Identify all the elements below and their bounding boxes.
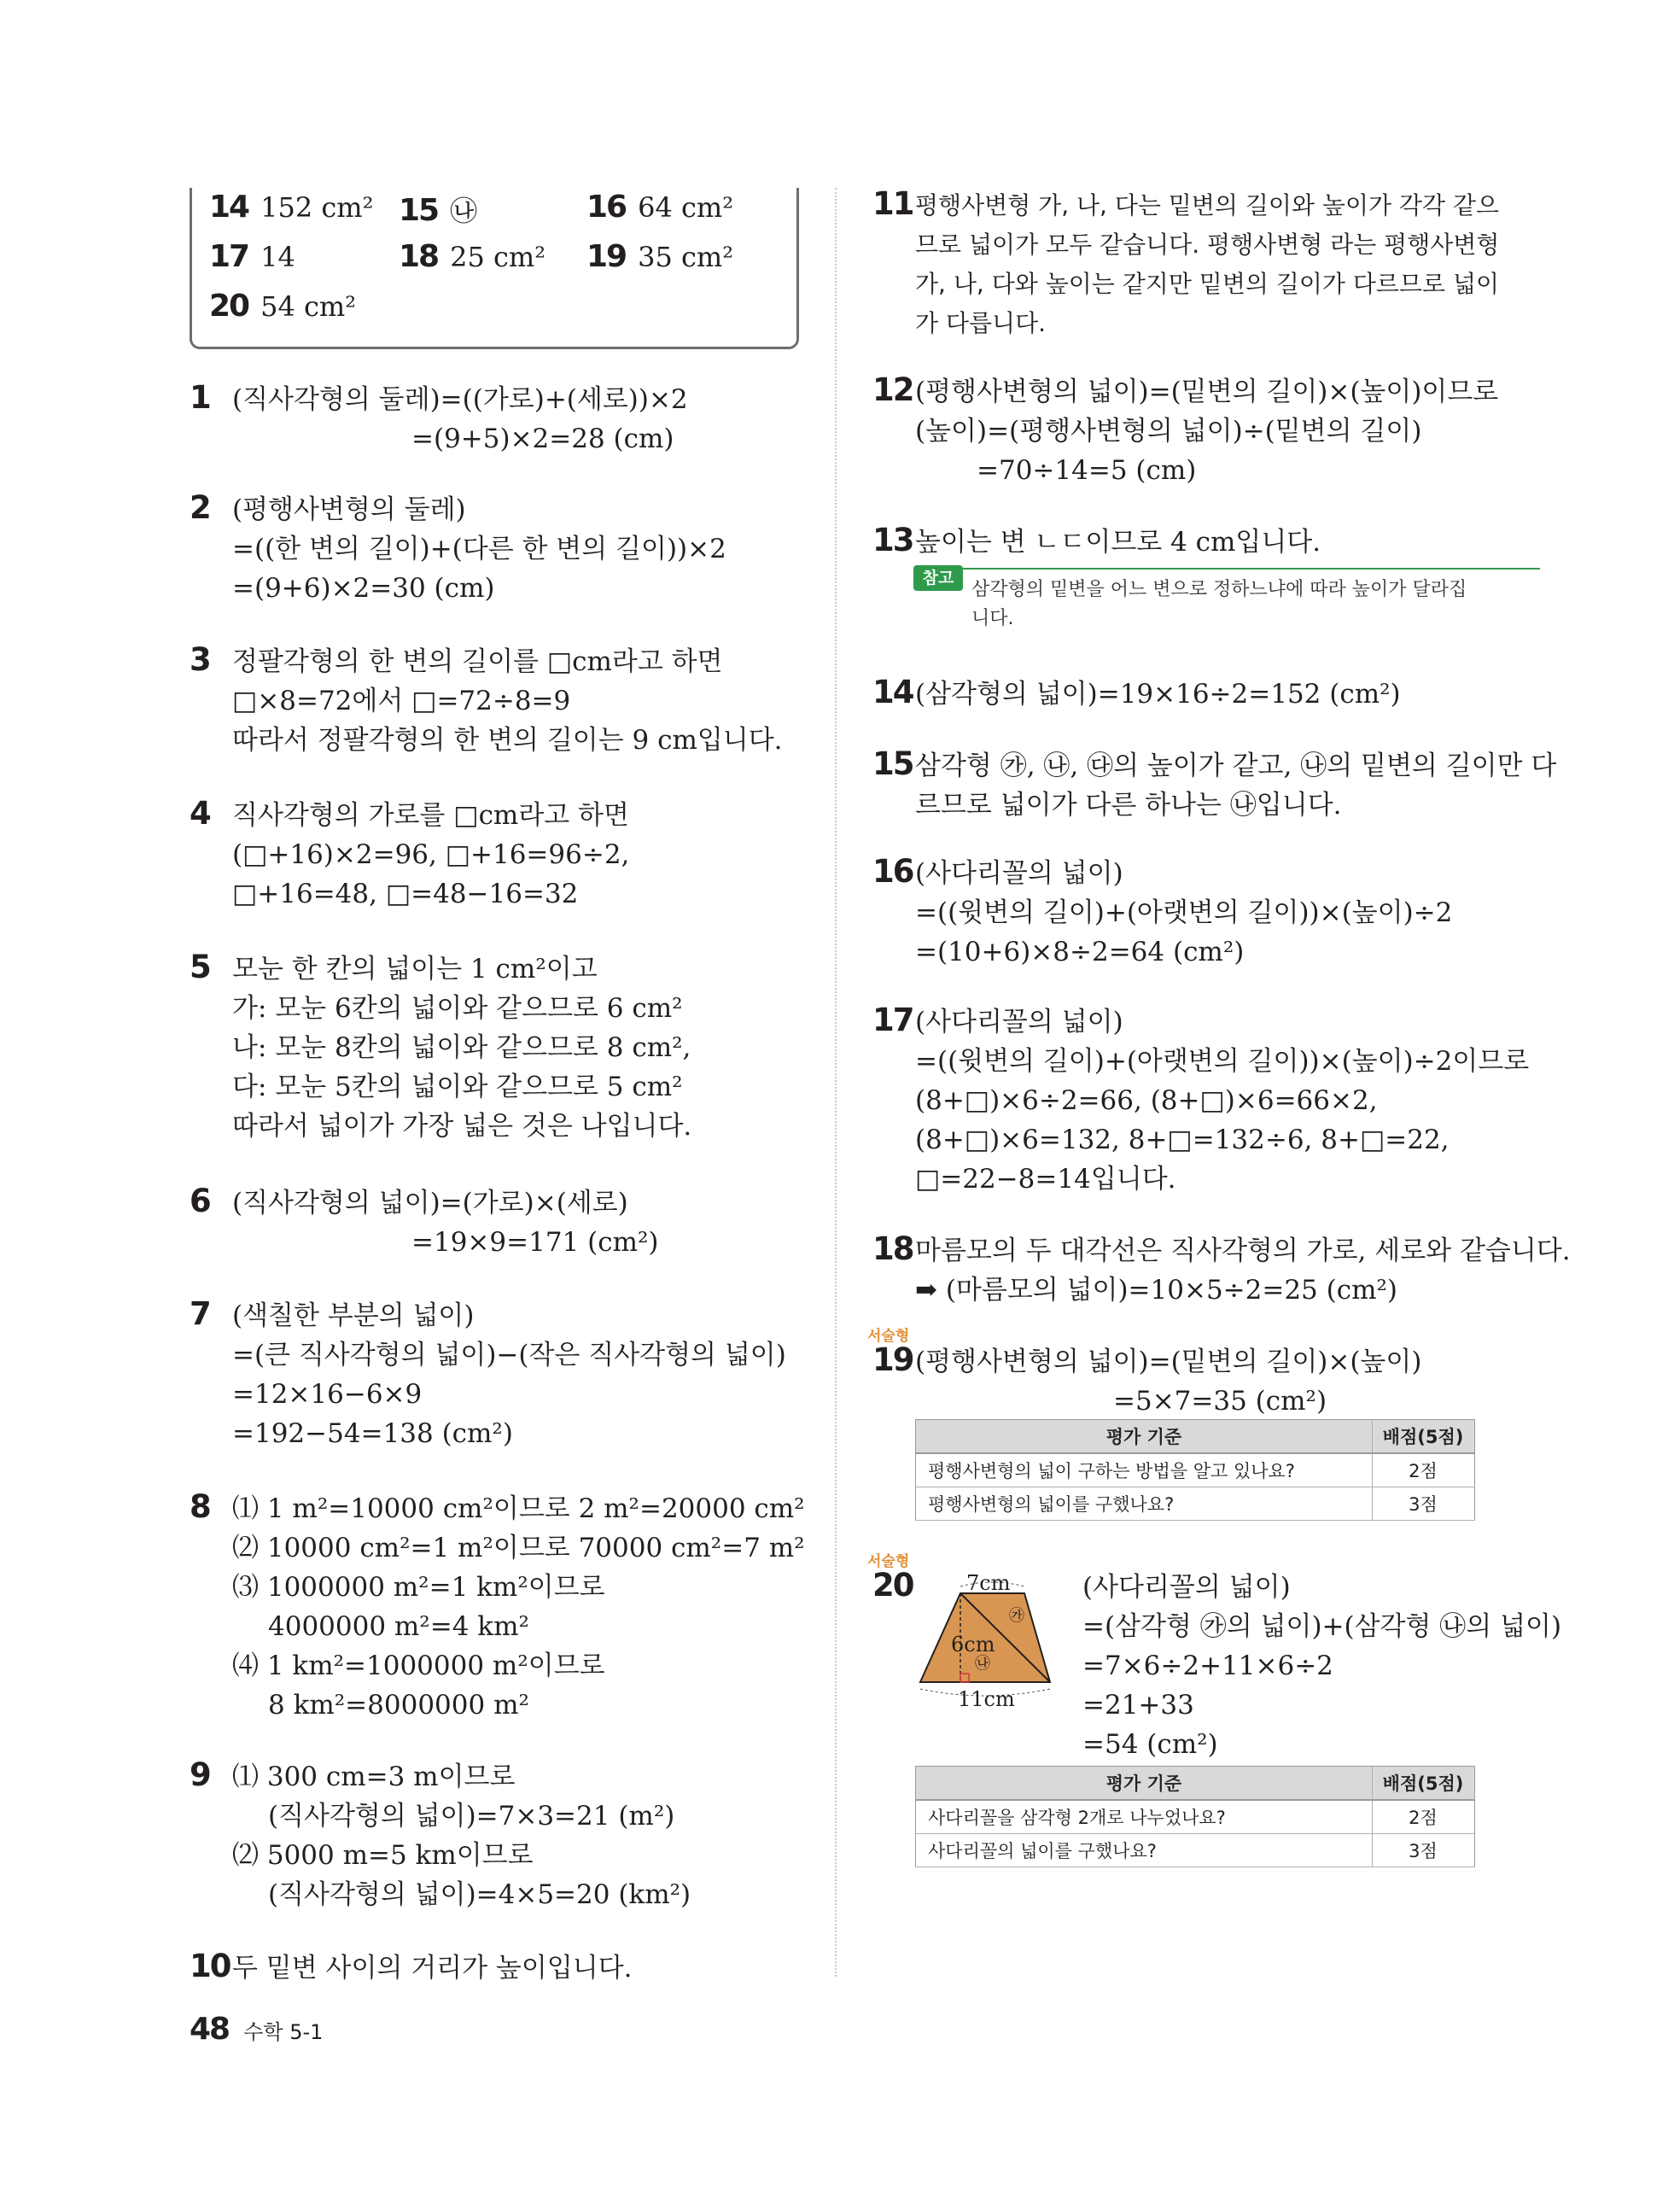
solution-line: 직사각형의 가로를 □cm라고 하면 (232, 800, 629, 831)
solution-line: ⑴ 1 m²=10000 cm²이므로 2 m²=20000 cm² (232, 1493, 805, 1524)
note-label: 참고 (913, 565, 963, 591)
trapezoid-figure (913, 1571, 1059, 1708)
answer-item (399, 239, 545, 274)
problem-number: 5 (190, 949, 210, 985)
answer-number: 17 (209, 239, 249, 274)
top-length-label: 7cm (966, 1571, 1011, 1595)
table-header: 평가 기준 (916, 1420, 1373, 1454)
answer-item (209, 190, 373, 225)
answer-value: 64 cm² (638, 191, 734, 224)
table-row (916, 1487, 1475, 1521)
solution-line: 르므로 넓이가 다른 하나는 ㉯입니다. (915, 790, 1342, 821)
table-cell: 2점 (1373, 1800, 1475, 1834)
page-number: 48 (190, 2012, 230, 2047)
answer-value: 152 cm² (260, 191, 374, 224)
problem-number: 14 (872, 674, 913, 710)
bottom-length-label: 11cm (958, 1687, 1015, 1708)
table-header: 평가 기준 (916, 1767, 1373, 1801)
solution-line: (직사각형의 넓이)=7×3=21 (m²) (268, 1801, 675, 1832)
solution-line: □×8=72에서 □=72÷8=9 (232, 686, 571, 716)
solution-line: 므로 넓이가 모두 같습니다. 평행사변형 라는 평행사변형 (915, 231, 1500, 259)
solution-line: =70÷14=5 (cm) (977, 455, 1197, 486)
solution-line: 마름모의 두 대각선은 직사각형의 가로, 세로와 같습니다. (915, 1236, 1571, 1266)
answer-number: 16 (586, 190, 627, 225)
problem-number: 7 (190, 1295, 210, 1332)
solution-line: =((한 변의 길이)+(다른 한 변의 길이))×2 (232, 534, 726, 564)
solution-line: (□+16)×2=96, □+16=96÷2, (232, 839, 630, 870)
solution-line: =5×7=35 (cm²) (1113, 1386, 1327, 1417)
solution-line: (평행사변형의 넓이)=(밑변의 길이)×(높이) (915, 1347, 1422, 1377)
solution-line: =(큰 직사각형의 넓이)−(작은 직사각형의 넓이) (232, 1340, 786, 1370)
solution-line: (사다리꼴의 넓이) (915, 858, 1123, 889)
answer-number: 18 (399, 239, 439, 274)
score-table-19 (915, 1419, 1475, 1521)
solution-line: (평행사변형의 넓이)=(밑변의 길이)×(높이)이므로 (915, 377, 1499, 407)
problem-number: 9 (190, 1756, 210, 1793)
answer-value: 35 cm² (638, 241, 734, 273)
problem-number: 17 (872, 1002, 913, 1038)
problem-number: 3 (190, 641, 210, 678)
solution-line: =7×6÷2+11×6÷2 (1082, 1651, 1333, 1681)
answer-number: 15 (399, 193, 439, 228)
answer-box (190, 188, 799, 349)
table-header: 배점(5점) (1373, 1767, 1475, 1801)
solution-line: ⑷ 1 km²=1000000 m²이므로 (232, 1651, 605, 1681)
book-title: 수학 5-1 (243, 2020, 324, 2044)
solution-line: 높이는 변 ㄴㄷ이므로 4 cm입니다. (915, 527, 1321, 558)
solution-line: =(9+6)×2=30 (cm) (232, 573, 495, 604)
page-footer (190, 2012, 323, 2047)
solution-line: 가, 나, 다와 높이는 같지만 밑변의 길이가 다르므로 넓이 (915, 270, 1500, 298)
table-row (916, 1800, 1475, 1834)
solution-line: 따라서 넓이가 가장 넓은 것은 나입니다. (232, 1111, 692, 1142)
table-cell: 사다리꼴의 넓이를 구했나요? (916, 1834, 1373, 1867)
solution-line: =12×16−6×9 (232, 1379, 423, 1410)
problem-number: 10 (190, 1948, 230, 1984)
solution-line: 두 밑변 사이의 거리가 높이입니다. (232, 1953, 633, 1984)
problem-number: 12 (872, 371, 913, 408)
column-divider (835, 188, 837, 1977)
table-cell: 평행사변형의 넓이 구하는 방법을 알고 있나요? (916, 1453, 1373, 1487)
answer-value: 25 cm² (450, 241, 546, 273)
answer-number: 20 (209, 289, 249, 324)
solution-line: (높이)=(평행사변형의 넓이)÷(밑변의 길이) (915, 416, 1422, 447)
answer-item (586, 239, 733, 274)
solution-line: =192−54=138 (cm²) (232, 1418, 513, 1449)
solution-line: 8 km²=8000000 m² (268, 1690, 529, 1721)
table-cell: 사다리꼴을 삼각형 2개로 나누었나요? (916, 1800, 1373, 1834)
problem-number: 2 (190, 489, 210, 526)
solution-line: (사다리꼴의 넓이) (915, 1007, 1123, 1037)
table-cell: 평행사변형의 넓이를 구했나요? (916, 1487, 1373, 1521)
descriptive-tag: 서술형 (867, 1553, 910, 1570)
solution-line: 가 다릅니다. (915, 309, 1047, 337)
table-row (916, 1453, 1475, 1487)
solution-line: =(삼각형 ㉮의 넓이)+(삼각형 ㉯의 넓이) (1082, 1611, 1562, 1642)
solution-line: (직사각형의 넓이)=(가로)×(세로) (232, 1188, 628, 1218)
problem-number: 16 (872, 853, 913, 890)
problem-number: 6 (190, 1183, 210, 1219)
answer-item (209, 289, 356, 324)
problem-number: 18 (872, 1230, 913, 1267)
problem-number: 11 (872, 185, 913, 222)
solution-line: (8+□)×6÷2=66, (8+□)×6=66×2, (915, 1085, 1378, 1116)
solution-line: ⑵ 5000 m=5 km이므로 (232, 1840, 534, 1871)
solution-line: 정팔각형의 한 변의 길이를 □cm라고 하면 (232, 646, 723, 677)
answer-value: 14 (260, 241, 295, 273)
solution-line: =54 (cm²) (1082, 1729, 1218, 1760)
solution-line: □+16=48, □=48−16=32 (232, 879, 579, 909)
answer-number: 14 (209, 190, 249, 225)
solution-line: =(9+5)×2=28 (cm) (411, 424, 674, 454)
solution-line: (직사각형의 넓이)=4×5=20 (km²) (268, 1879, 691, 1910)
solution-line: =21+33 (1082, 1690, 1194, 1721)
table-cell: 2점 (1373, 1453, 1475, 1487)
answer-item (586, 190, 733, 225)
answer-number: 19 (586, 239, 627, 274)
solution-line: ⑴ 300 cm=3 m이므로 (232, 1762, 516, 1792)
score-table-20 (915, 1766, 1475, 1867)
solution-line: (사다리꼴의 넓이) (1082, 1572, 1291, 1603)
descriptive-tag: 서술형 (867, 1328, 910, 1345)
problem-number: 4 (190, 795, 210, 832)
problem-number: 19 (872, 1341, 913, 1378)
table-cell: 3점 (1373, 1487, 1475, 1521)
solution-line: 가: 모눈 6칸의 넓이와 같으므로 6 cm² (232, 993, 683, 1024)
problem-number: 15 (872, 745, 913, 782)
problem-number: 20 (872, 1567, 913, 1604)
region-ga-label: ㉮ (1009, 1607, 1024, 1625)
answer-value: 54 cm² (260, 290, 357, 323)
solution-line: =19×9=171 (cm²) (411, 1227, 659, 1258)
solution-line: (평행사변형의 둘레) (232, 494, 466, 525)
solution-line: =((윗변의 길이)+(아랫변의 길이))×(높이)÷2이므로 (915, 1046, 1530, 1077)
problem-number: 8 (190, 1488, 210, 1525)
table-cell: 3점 (1373, 1834, 1475, 1867)
solution-line: (색칠한 부분의 넓이) (232, 1300, 475, 1331)
solution-line: 나: 모눈 8칸의 넓이와 같으므로 8 cm², (232, 1032, 691, 1063)
solution-line: 따라서 정팔각형의 한 변의 길이는 9 cm입니다. (232, 725, 783, 756)
answer-item (399, 190, 477, 229)
solution-line: =((윗변의 길이)+(아랫변의 길이))×(높이)÷2 (915, 897, 1453, 928)
solution-line: ⑶ 1000000 m²=1 km²이므로 (232, 1572, 605, 1603)
region-na-label: ㉯ (975, 1655, 990, 1673)
solution-line: 삼각형 ㉮, ㉯, ㉰의 높이가 같고, ㉯의 밑변의 길이만 다 (915, 751, 1557, 781)
solution-line: □=22−8=14입니다. (915, 1164, 1176, 1195)
solution-line: (8+□)×6=132, 8+□=132÷6, 8+□=22, (915, 1125, 1450, 1155)
solution-line: =(10+6)×8÷2=64 (cm²) (915, 937, 1245, 967)
solution-line: ⑵ 10000 cm²=1 m²이므로 70000 cm²=7 m² (232, 1533, 805, 1563)
problem-number: 1 (190, 379, 210, 416)
problem-number: 13 (872, 522, 913, 558)
solution-line: (직사각형의 둘레)=((가로)+(세로))×2 (232, 384, 688, 415)
table-header: 배점(5점) (1373, 1420, 1475, 1454)
solution-line: (삼각형의 넓이)=19×16÷2=152 (cm²) (915, 679, 1401, 710)
table-row (916, 1834, 1475, 1867)
solution-line: 다: 모눈 5칸의 넓이와 같으므로 5 cm² (232, 1072, 683, 1102)
note-rule (963, 568, 1540, 570)
solution-line: 평행사변형 가, 나, 다는 밑변의 길이와 높이가 각각 같으 (915, 191, 1500, 219)
solution-line: ➡ (마름모의 넓이)=10×5÷2=25 (cm²) (915, 1275, 1398, 1306)
answer-item (209, 239, 295, 274)
height-label: 6cm (951, 1633, 995, 1656)
answer-value: ㉯ (450, 195, 478, 227)
solution-line: 4000000 m²=4 km² (268, 1611, 529, 1642)
note-text: 삼각형의 밑변을 어느 변으로 정하느냐에 따라 높이가 달라집니다. (971, 579, 1467, 629)
solution-line: 모눈 한 칸의 넓이는 1 cm²이고 (232, 954, 598, 984)
